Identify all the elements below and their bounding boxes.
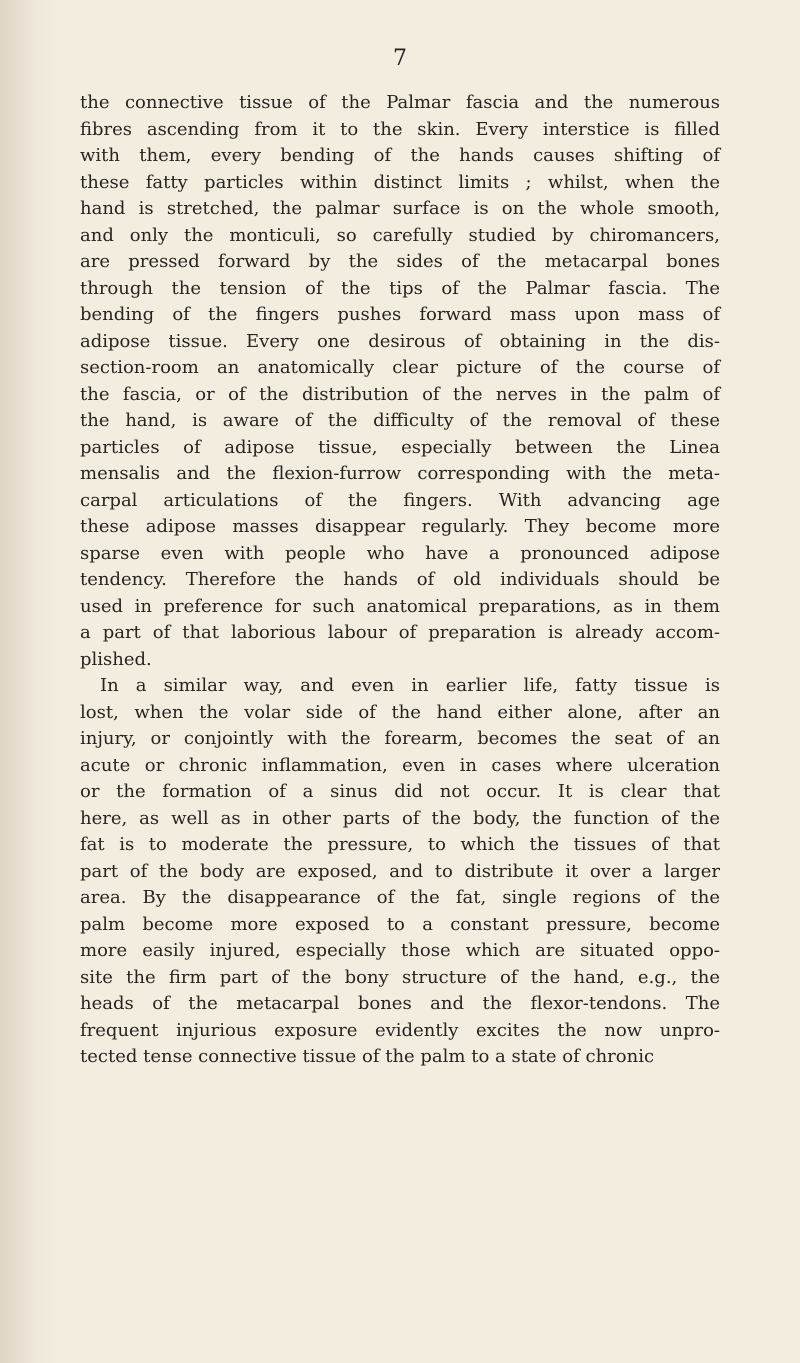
- text-line: here, as well as in other parts of the body, the function of the: [80, 807, 720, 829]
- text-line: or the formation of a sinus did not occur. It is clear that: [80, 781, 720, 802]
- text-line: the fascia, or of the distribution of the nerves in the palm of: [80, 383, 720, 405]
- text-line: injury, or conjointly with the forearm, becomes the seat of an: [80, 728, 720, 749]
- text-line: tected tense connective tissue of the palm to a state of chronic: [80, 1046, 655, 1067]
- text-line: particles of adipose tissue, especially between the Linea: [80, 436, 720, 458]
- text-line: plished.: [80, 648, 152, 670]
- text-line: these adipose masses disappear regularly. They become more: [80, 516, 720, 537]
- page-number: 7: [393, 46, 407, 71]
- text-line: carpal articulations of the fingers. With advancing age: [80, 489, 720, 511]
- text-line: tendency. Therefore the hands of old individuals should be: [80, 569, 720, 590]
- text-line: In a similar way, and even in earlier life, fatty tissue is: [100, 675, 720, 696]
- text-line: more easily injured, especially those which are situated oppo-: [80, 940, 720, 961]
- text-line: mensalis and the flexion-furrow corresponding with the meta-: [80, 463, 720, 484]
- body-text: [80, 90, 720, 1071]
- text-line: section-room an anatomically clear picture of the course of: [80, 357, 720, 378]
- text-line: frequent injurious exposure evidently excites the now unpro-: [80, 1019, 720, 1041]
- text-line: are pressed forward by the sides of the metacarpal bones: [80, 251, 720, 272]
- text-line: fibres ascending from it to the skin. Every interstice is filled: [80, 118, 720, 140]
- text-line: a part of that laborious labour of preparation is already accom-: [80, 622, 720, 643]
- text-line: used in preference for such anatomical preparations, as in them: [80, 595, 720, 617]
- text-line: part of the body are exposed, and to distribute it over a larger: [80, 860, 720, 882]
- text-line: hand is stretched, the palmar surface is on the whole smooth,: [80, 198, 720, 219]
- text-line: these fatty particles within distinct limits ; whilst, when the: [80, 171, 720, 193]
- text-line: area. By the disappearance of the fat, single regions of the: [80, 887, 720, 908]
- text-line: fat is to moderate the pressure, to which the tissues of that: [80, 834, 720, 855]
- text-line: with them, every bending of the hands causes shifting of: [80, 145, 720, 166]
- text-line: sparse even with people who have a pronounced adipose: [80, 542, 720, 564]
- text-line: through the tension of the tips of the Palmar fascia. The: [80, 277, 720, 299]
- text-line: lost, when the volar side of the hand either alone, after an: [80, 701, 720, 723]
- text-line: and only the monticuli, so carefully studied by chiromancers,: [80, 224, 720, 246]
- text-line: the hand, is aware of the difficulty of the removal of these: [80, 410, 720, 431]
- text-line: the connective tissue of the Palmar fascia and the numerous: [80, 92, 720, 113]
- text-line: heads of the metacarpal bones and the flexor-tendons. The: [80, 993, 720, 1014]
- text-line: acute or chronic inflammation, even in cases where ulceration: [80, 754, 720, 776]
- text-line: site the firm part of the bony structure of the hand, e.g., the: [80, 966, 720, 988]
- text-line: palm become more exposed to a constant pressure, become: [80, 913, 720, 935]
- text-line: adipose tissue. Every one desirous of obtaining in the dis-: [80, 330, 720, 352]
- text-line: bending of the fingers pushes forward mass upon mass of: [80, 304, 720, 325]
